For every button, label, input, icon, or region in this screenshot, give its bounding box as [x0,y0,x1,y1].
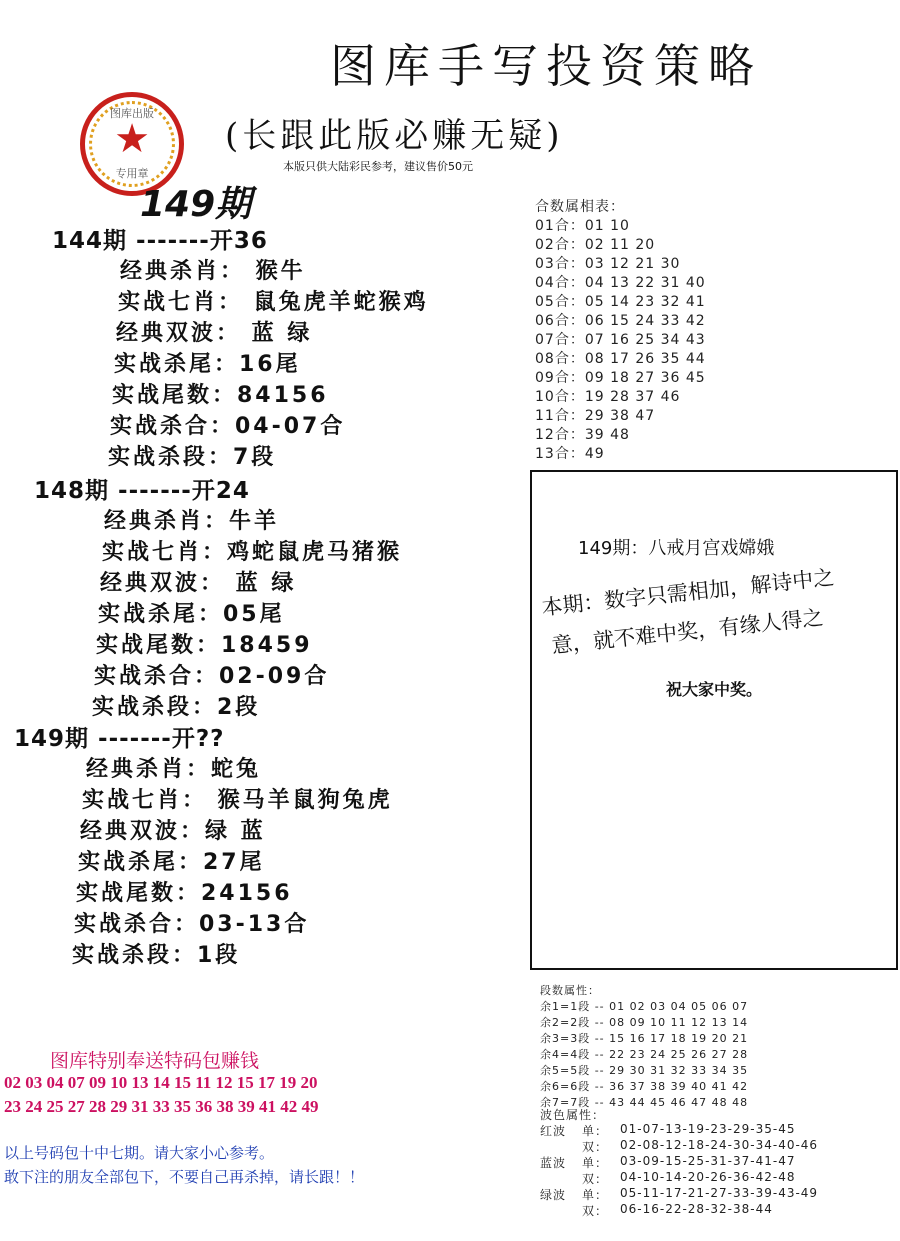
segment-row: 余2=2段 -- 08 09 10 11 12 13 14 [540,1016,749,1029]
promo-note: 以上号码包十中七期。请大家小心参考。 [4,1144,275,1162]
wave-color: 蓝波 [540,1156,567,1170]
wave-numbers: 05-11-17-21-27-33-39-43-49 [620,1186,819,1200]
segment-row: 余3=3段 -- 15 16 17 18 19 20 21 [540,1032,749,1045]
promo-numbers: 02 03 04 07 09 10 13 14 15 11 12 15 17 19 20 [4,1073,318,1092]
block-row: 实战杀合：03-13合 [74,912,310,937]
heshu-row: 11合：29 38 47 [535,408,656,424]
seal-top-text: 图库出版 [110,107,154,120]
segment-row: 余7=7段 -- 43 44 45 46 47 48 48 [540,1096,749,1109]
block-row: 实战杀尾：05尾 [98,602,285,627]
wave-color: 红波 [540,1124,567,1138]
block-row: 经典杀肖：蛇兔 [86,757,262,782]
heshu-row: 02合：02 11 20 [535,237,656,253]
heshu-table [535,196,706,462]
segment-row: 余4=4段 -- 22 23 24 25 26 27 28 [540,1048,749,1061]
heshu-row: 10合：19 28 37 46 [535,389,681,405]
heshu-row: 08合：08 17 26 35 44 [535,351,706,367]
heshu-row: 09合：09 18 27 36 45 [535,370,706,386]
block-row: 实战七肖： 猴马羊鼠狗兔虎 [82,788,393,813]
star-icon: ★ [114,116,150,162]
wave-color [540,1138,582,1154]
wave-kind: 双： [582,1172,609,1186]
block-row: 实战七肖： 鼠兔虎羊蛇猴鸡 [118,290,429,315]
segment-row: 余1=1段 -- 01 02 03 04 05 06 07 [540,1000,749,1013]
heshu-row: 01合：01 10 [535,218,630,234]
price-note: 本版只供大陆彩民参考，建议售价50元 [283,160,473,173]
wave-numbers: 04-10-14-20-26-36-42-48 [620,1170,796,1184]
riddle-line: 意，就不难中奖，有缘人得之 [550,605,825,658]
block-row: 实战七肖：鸡蛇鼠虎马猪猴 [102,540,403,565]
block-row: 经典双波：绿 蓝 [80,819,266,844]
heshu-row: 07合：07 16 25 34 43 [535,332,706,348]
wave-row [540,1202,818,1218]
wave-kind: 双： [582,1140,609,1154]
block-row: 实战杀段：7段 [108,445,277,470]
block-row: 经典双波： 蓝 绿 [100,571,297,596]
heshu-row: 13合：49 [535,446,605,462]
segment-row: 余6=6段 -- 36 37 38 39 40 41 42 [540,1080,749,1093]
block-row: 经典杀肖：牛羊 [104,509,280,534]
block-row: 实战杀合：02-09合 [94,664,330,689]
wave-numbers: 02-08-12-18-24-30-34-40-46 [620,1138,819,1152]
wave-row [540,1186,818,1202]
wave-row [540,1138,818,1154]
promo-note: 敢下注的朋友全部包下，不要自己再杀掉，请长跟！！ [4,1168,365,1186]
heshu-row: 03合：03 12 21 30 [535,256,681,272]
riddle-box [530,470,898,970]
riddle-title: 149期：八戒月宫戏嫦娥 [578,538,775,559]
block-header: 148期 -------开24 [34,478,250,504]
wave-row [540,1122,818,1138]
page-subtitle: (长跟此版必赚无疑) [225,116,564,156]
wave-color [540,1170,582,1186]
wave-title: 波色属性： [540,1108,606,1122]
block-row: 实战杀段：1段 [72,943,241,968]
wave-color [540,1202,582,1218]
wave-kind: 单： [582,1124,609,1138]
wave-numbers: 03-09-15-25-31-37-41-47 [620,1154,796,1168]
segment-row: 余5=5段 -- 29 30 31 32 33 34 35 [540,1064,749,1077]
block-row: 实战杀段：2段 [92,695,261,720]
heshu-row: 04合：04 13 22 31 40 [535,275,706,291]
block-row: 经典杀肖： 猴牛 [120,259,306,284]
block-row: 实战尾数：84156 [112,383,329,408]
segment-title: 段数属性： [540,984,600,997]
promo-numbers: 23 24 25 27 28 29 31 33 35 36 38 39 41 42 49 [4,1097,319,1116]
wave-numbers: 01-07-13-19-23-29-35-45 [620,1122,796,1136]
heshu-title: 合数属相表： [535,199,625,215]
wave-table [540,1106,818,1218]
block-header: 149期 -------开?? [14,726,225,752]
promo-title: 图库特别奉送特码包赚钱 [50,1050,260,1072]
wave-kind: 单： [582,1188,609,1202]
block-row: 经典双波： 蓝 绿 [116,321,313,346]
riddle-greeting: 祝大家中奖。 [666,680,763,699]
page-title: 图库手写投资策略 [330,39,762,93]
block-header: 144期 -------开36 [52,228,268,254]
wave-color: 绿波 [540,1188,567,1202]
block-row: 实战杀尾：16尾 [114,352,301,377]
segment-table [540,982,748,1110]
block-row: 实战杀合：04-07合 [110,414,346,439]
heshu-row: 05合：05 14 23 32 41 [535,294,706,310]
wave-numbers: 06-16-22-28-32-38-44 [620,1202,773,1216]
block-row: 实战尾数：24156 [76,881,293,906]
wave-kind: 单： [582,1156,609,1170]
heshu-row: 12合：39 48 [535,427,630,443]
issue-number: 149期 [140,184,252,225]
block-row: 实战杀尾：27尾 [78,850,265,875]
wave-row [540,1154,818,1170]
block-row: 实战尾数：18459 [96,633,313,658]
heshu-row: 06合：06 15 24 33 42 [535,313,706,329]
wave-row [540,1170,818,1186]
wave-kind: 双： [582,1204,609,1218]
seal-bottom-text: 专用章 [115,167,149,180]
riddle-line: 本期：数字只需相加，解诗中之 [540,565,836,620]
